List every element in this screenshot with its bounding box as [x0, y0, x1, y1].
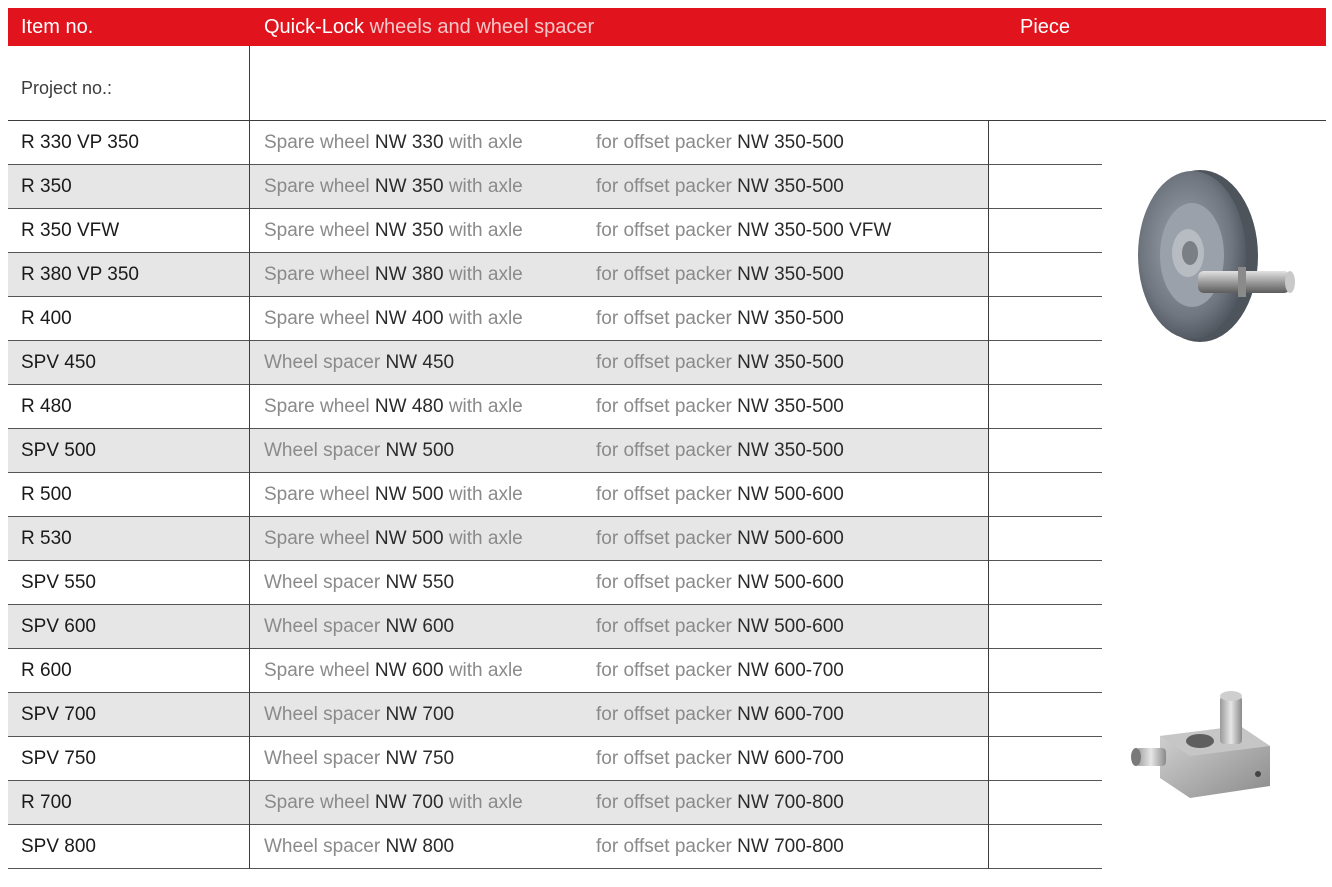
- project-row: [8, 46, 1326, 121]
- item-number: SPV 700: [21, 704, 96, 725]
- description-nominal-width: NW 550: [385, 572, 455, 593]
- description-prefix: Wheel spacer: [264, 704, 386, 725]
- usage-nominal-width: NW 350-500: [737, 176, 844, 197]
- item-number: R 530: [21, 528, 72, 549]
- usage-nominal-width: NW 350-500: [737, 132, 844, 153]
- table-row: [8, 649, 1102, 693]
- piece-quantity-cell[interactable]: [989, 517, 1102, 560]
- description-prefix: Wheel spacer: [264, 352, 386, 373]
- piece-quantity-cell[interactable]: [989, 561, 1102, 604]
- item-usage: [596, 308, 844, 330]
- item-description: [264, 132, 523, 154]
- piece-quantity-cell[interactable]: [989, 781, 1102, 824]
- header-item-no: Item no.: [21, 16, 94, 38]
- usage-prefix: for offset packer: [596, 264, 738, 285]
- item-number: SPV 550: [21, 572, 96, 593]
- description-nominal-width: NW 480: [374, 396, 444, 417]
- table-row: [8, 781, 1102, 825]
- table-row: [8, 429, 1102, 473]
- description-nominal-width: NW 450: [385, 352, 455, 373]
- item-number: R 330 VP 350: [21, 132, 139, 153]
- piece-quantity-cell[interactable]: [989, 473, 1102, 516]
- item-description: [264, 748, 454, 770]
- usage-nominal-width: NW 350-500: [737, 440, 844, 461]
- description-nominal-width: NW 600: [385, 616, 455, 637]
- piece-quantity-cell[interactable]: [989, 253, 1102, 296]
- table-row: [8, 561, 1102, 605]
- usage-prefix: for offset packer: [596, 440, 738, 461]
- item-description: [264, 616, 454, 638]
- usage-nominal-width: NW 700-800: [737, 836, 844, 857]
- description-prefix: Spare wheel: [264, 176, 375, 197]
- item-usage: [596, 396, 844, 418]
- piece-quantity-cell[interactable]: [989, 165, 1102, 208]
- description-nominal-width: NW 380: [374, 264, 444, 285]
- item-usage: [596, 484, 844, 506]
- description-prefix: Wheel spacer: [264, 616, 386, 637]
- piece-quantity-cell[interactable]: [989, 737, 1102, 780]
- header-quick-lock: Quick-Lock: [264, 16, 365, 38]
- description-prefix: Spare wheel: [264, 220, 375, 241]
- usage-nominal-width: NW 700-800: [737, 792, 844, 813]
- item-description: [264, 528, 523, 550]
- usage-prefix: for offset packer: [596, 484, 738, 505]
- description-suffix: with axle: [443, 176, 523, 197]
- project-no-label: Project no.:: [21, 78, 113, 98]
- description-suffix: with axle: [443, 308, 523, 329]
- table-row: [8, 297, 1102, 341]
- piece-quantity-cell[interactable]: [989, 385, 1102, 428]
- item-description: [264, 792, 523, 814]
- piece-quantity-cell[interactable]: [989, 209, 1102, 252]
- item-usage: [596, 792, 844, 814]
- table-row: [8, 693, 1102, 737]
- description-prefix: Spare wheel: [264, 308, 375, 329]
- description-suffix: with axle: [443, 528, 523, 549]
- usage-prefix: for offset packer: [596, 748, 738, 769]
- description-suffix: with axle: [443, 484, 523, 505]
- usage-prefix: for offset packer: [596, 792, 738, 813]
- item-description: [264, 176, 523, 198]
- item-usage: [596, 352, 844, 374]
- item-usage: [596, 440, 844, 462]
- description-prefix: Wheel spacer: [264, 572, 386, 593]
- description-suffix: with axle: [443, 132, 523, 153]
- item-usage: [596, 660, 844, 682]
- item-description: [264, 220, 523, 242]
- description-suffix: with axle: [443, 660, 523, 681]
- item-description: [264, 440, 454, 462]
- description-nominal-width: NW 350: [374, 220, 444, 241]
- usage-nominal-width: NW 350-500: [737, 352, 844, 373]
- description-prefix: Spare wheel: [264, 396, 375, 417]
- table-row: [8, 253, 1102, 297]
- description-nominal-width: NW 750: [385, 748, 455, 769]
- item-description: [264, 308, 523, 330]
- usage-nominal-width: NW 500-600: [737, 572, 844, 593]
- usage-nominal-width: NW 600-700: [737, 748, 844, 769]
- order-form-sheet: [8, 8, 1326, 880]
- description-nominal-width: NW 600: [374, 660, 444, 681]
- description-prefix: Spare wheel: [264, 132, 375, 153]
- item-description: [264, 836, 454, 858]
- item-usage: [596, 616, 844, 638]
- usage-prefix: for offset packer: [596, 308, 738, 329]
- item-number: R 350: [21, 176, 72, 197]
- table-row: [8, 385, 1102, 429]
- description-prefix: Wheel spacer: [264, 836, 386, 857]
- description-nominal-width: NW 700: [385, 704, 455, 725]
- usage-prefix: for offset packer: [596, 176, 738, 197]
- usage-nominal-width: NW 350-500 VFW: [737, 220, 892, 241]
- description-nominal-width: NW 800: [385, 836, 455, 857]
- usage-prefix: for offset packer: [596, 528, 738, 549]
- item-number: R 480: [21, 396, 72, 417]
- description-prefix: Spare wheel: [264, 660, 375, 681]
- item-usage: [596, 748, 844, 770]
- table-row: [8, 825, 1102, 869]
- usage-nominal-width: NW 350-500: [737, 396, 844, 417]
- piece-quantity-cell[interactable]: [989, 297, 1102, 340]
- item-description: [264, 572, 454, 594]
- item-description: [264, 484, 523, 506]
- item-usage: [596, 836, 844, 858]
- table-header: [8, 8, 1326, 46]
- usage-prefix: for offset packer: [596, 572, 738, 593]
- item-number: R 600: [21, 660, 72, 681]
- table-row: [8, 341, 1102, 385]
- usage-prefix: for offset packer: [596, 352, 738, 373]
- item-usage: [596, 528, 844, 550]
- item-usage: [596, 264, 844, 286]
- item-number: SPV 800: [21, 836, 96, 857]
- item-number: R 700: [21, 792, 72, 813]
- product-images: [1102, 121, 1326, 880]
- description-suffix: with axle: [443, 396, 523, 417]
- usage-nominal-width: NW 500-600: [737, 528, 844, 549]
- table-row: [8, 605, 1102, 649]
- description-nominal-width: NW 350: [374, 176, 444, 197]
- project-divider: [249, 46, 250, 121]
- item-description: [264, 704, 454, 726]
- item-usage: [596, 132, 844, 154]
- description-nominal-width: NW 400: [374, 308, 444, 329]
- piece-quantity-cell[interactable]: [989, 605, 1102, 648]
- usage-prefix: for offset packer: [596, 616, 738, 637]
- item-description: [264, 396, 523, 418]
- description-prefix: Spare wheel: [264, 528, 375, 549]
- item-usage: [596, 572, 844, 594]
- usage-prefix: for offset packer: [596, 836, 738, 857]
- usage-nominal-width: NW 600-700: [737, 704, 844, 725]
- item-number: SPV 450: [21, 352, 96, 373]
- piece-quantity-cell[interactable]: [989, 429, 1102, 472]
- usage-prefix: for offset packer: [596, 704, 738, 725]
- wheel-spacer-image: [1130, 686, 1280, 806]
- usage-nominal-width: NW 500-600: [737, 484, 844, 505]
- item-usage: [596, 704, 844, 726]
- table-row: [8, 517, 1102, 561]
- item-description: [264, 352, 454, 374]
- usage-prefix: for offset packer: [596, 132, 738, 153]
- description-nominal-width: NW 500: [374, 528, 444, 549]
- piece-quantity-cell[interactable]: [989, 825, 1102, 868]
- header-description-rest: wheels and wheel spacer: [364, 16, 595, 38]
- item-number: R 400: [21, 308, 72, 329]
- header-description: [264, 16, 594, 39]
- description-nominal-width: NW 700: [374, 792, 444, 813]
- spare-wheel-image: [1130, 161, 1310, 351]
- table-row: [8, 121, 1102, 165]
- table-row: [8, 473, 1102, 517]
- item-description: [264, 660, 523, 682]
- usage-nominal-width: NW 600-700: [737, 660, 844, 681]
- usage-prefix: for offset packer: [596, 396, 738, 417]
- piece-quantity-cell[interactable]: [989, 693, 1102, 736]
- usage-prefix: for offset packer: [596, 220, 738, 241]
- description-prefix: Spare wheel: [264, 792, 375, 813]
- usage-nominal-width: NW 350-500: [737, 264, 844, 285]
- item-number: R 380 VP 350: [21, 264, 139, 285]
- usage-nominal-width: NW 500-600: [737, 616, 844, 637]
- usage-prefix: for offset packer: [596, 660, 738, 681]
- description-nominal-width: NW 330: [374, 132, 444, 153]
- description-prefix: Wheel spacer: [264, 440, 386, 461]
- description-nominal-width: NW 500: [374, 484, 444, 505]
- description-prefix: Spare wheel: [264, 484, 375, 505]
- table-row: [8, 165, 1102, 209]
- item-description: [264, 264, 523, 286]
- table-row: [8, 209, 1102, 253]
- table-row: [8, 737, 1102, 781]
- item-number: SPV 500: [21, 440, 96, 461]
- description-nominal-width: NW 500: [385, 440, 455, 461]
- piece-quantity-cell[interactable]: [989, 649, 1102, 692]
- description-suffix: with axle: [443, 264, 523, 285]
- description-prefix: Wheel spacer: [264, 748, 386, 769]
- description-suffix: with axle: [443, 792, 523, 813]
- piece-quantity-cell[interactable]: [989, 121, 1102, 164]
- item-number: R 500: [21, 484, 72, 505]
- item-usage: [596, 220, 891, 242]
- description-prefix: Spare wheel: [264, 264, 375, 285]
- item-number: SPV 750: [21, 748, 96, 769]
- description-suffix: with axle: [443, 220, 523, 241]
- item-number: SPV 600: [21, 616, 96, 637]
- piece-quantity-cell[interactable]: [989, 341, 1102, 384]
- usage-nominal-width: NW 350-500: [737, 308, 844, 329]
- item-usage: [596, 176, 844, 198]
- column-divider-item: [249, 121, 250, 869]
- header-piece: Piece: [1020, 16, 1071, 38]
- item-number: R 350 VFW: [21, 220, 120, 241]
